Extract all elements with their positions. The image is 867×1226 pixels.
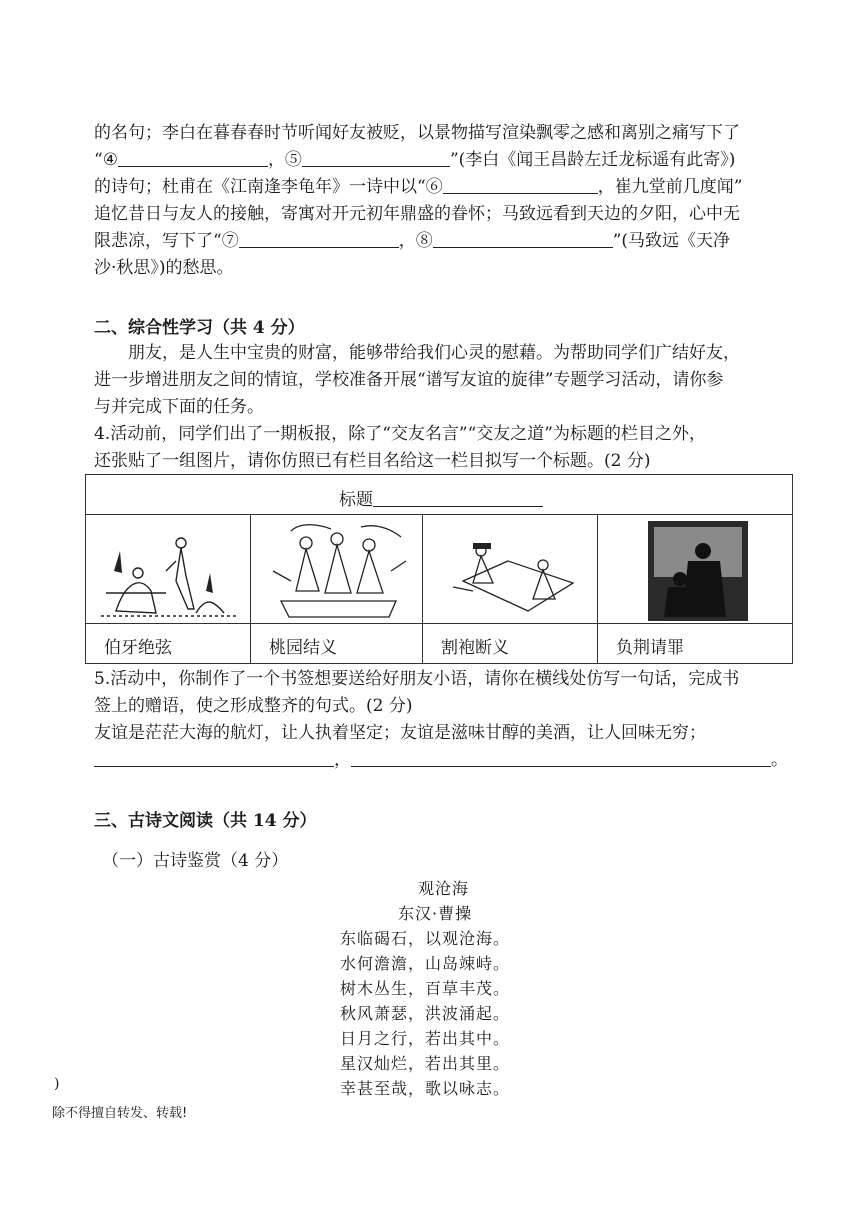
- fujing-illustration: [608, 521, 782, 621]
- poem: [340, 876, 540, 1101]
- question-4-line: 4.活动前，同学们出了一期板报，除了“交友名言”“交友之道”为标题的栏目之外，: [94, 424, 706, 444]
- section2-heading: 二、综合性学习（共 4 分）: [94, 318, 305, 338]
- text-line: 进一步增进朋友之间的情谊，学校准备开展“谱写友谊的旋律”专题学习活动，请你参: [94, 370, 724, 390]
- answer-blank-6[interactable]: [443, 175, 598, 194]
- text-line: [94, 228, 814, 255]
- text-line: 朋友，是人生中宝贵的财富，能够带给我们心灵的慰藉。为帮助同学们广结好友，: [128, 343, 740, 363]
- answer-blank-q5a[interactable]: [94, 748, 334, 767]
- poem-title: 观沧海: [418, 879, 470, 898]
- section2-intro: [94, 340, 814, 475]
- poem-line: 日月之行，若出其中。: [340, 1029, 511, 1048]
- answer-blank-8[interactable]: [433, 229, 613, 248]
- question-4-line: 还张贴了一组图片，请你仿照已有栏目名给这一栏目拟写一个标题。(2 分): [94, 451, 651, 471]
- text-line: 沙·秋思》)的愁思。: [94, 258, 234, 278]
- text-fragment: ，: [334, 750, 351, 770]
- text-fragment: ，崔九堂前几度闻”: [597, 177, 743, 197]
- picture-cell: [251, 515, 423, 663]
- margin-paren: ): [54, 1076, 60, 1092]
- text-line: [94, 174, 814, 201]
- poem-line: 幸甚至哉，歌以咏志。: [340, 1079, 511, 1098]
- poem-line: 东临碣石，以观沧海。: [340, 929, 511, 948]
- text-fragment: 。: [771, 750, 788, 770]
- question-5: [94, 666, 814, 774]
- poem-author: 东汉·曹操: [398, 904, 473, 923]
- table-title: [339, 485, 543, 510]
- taoyuan-illustration: [261, 521, 413, 621]
- picture-cell: [598, 515, 792, 663]
- picture-caption: 割袍断义: [423, 623, 597, 663]
- section3-heading: 三、古诗文阅读（共 14 分）: [94, 811, 317, 831]
- text-fragment: ，⑧: [398, 231, 433, 251]
- picture-caption: 伯牙绝弦: [86, 623, 250, 663]
- text-fragment: ”(马致远《天净: [612, 231, 731, 251]
- text-line: [94, 147, 814, 174]
- text-line: 与并完成下面的任务。: [94, 397, 264, 417]
- section1-tail: [94, 120, 814, 282]
- text-fragment: 的诗句；杜甫在《江南逢李龟年》一诗中以“⑥: [94, 177, 443, 197]
- text-fragment: ，⑤: [267, 150, 302, 170]
- answer-blank-4[interactable]: [118, 148, 268, 167]
- answer-blank-7[interactable]: [239, 229, 399, 248]
- section3-subheading: （一）古诗鉴赏（4 分）: [102, 851, 289, 871]
- table-title-row: [86, 475, 792, 515]
- copyright-note: 除不得擅自转发、转载!: [52, 1106, 188, 1121]
- question-5-line: 5.活动中，你制作了一个书签想要送给好朋友小语，请你在横线处仿写一句话，完成书: [94, 669, 740, 689]
- gepao-illustration: [433, 521, 588, 621]
- question-5-line: 签上的赠语，使之形成整齐的句式。(2 分): [94, 696, 413, 716]
- poem-line: 水何澹澹，山岛竦峙。: [340, 954, 511, 973]
- poem-line: 星汉灿烂，若出其里。: [340, 1054, 511, 1073]
- text-line: 的名句；李白在暮春春时节听闻好友被贬，以景物描写渲染飘零之感和离别之痛写下了: [94, 123, 740, 143]
- text-line: 追忆昔日与友人的接触，寄寓对开元初年鼎盛的眷怀；马致远看到天边的夕阳，心中无: [94, 204, 740, 224]
- question-5-line: 友谊是茫茫大海的航灯，让人执着坚定；友谊是滋味甘醇的美酒，让人回味无穷；: [94, 723, 706, 743]
- text-fragment: ”(李白《闻王昌龄左迁龙标遥有此寄》): [449, 150, 736, 170]
- answer-blank-q5b[interactable]: [351, 748, 771, 767]
- table-title-label: 标题: [339, 490, 373, 510]
- picture-cell: [423, 515, 598, 663]
- answer-blank-5[interactable]: [302, 148, 450, 167]
- question-5-answer-line: [94, 747, 814, 774]
- picture-caption: 负荆请罪: [598, 623, 792, 663]
- poem-line: 秋风萧瑟，洪波涌起。: [340, 1004, 511, 1023]
- poem-line: 树木丛生，百草丰茂。: [340, 979, 511, 998]
- picture-table: [85, 474, 793, 664]
- picture-cell: [86, 515, 251, 663]
- text-fragment: 限悲凉，写下了“⑦: [94, 231, 239, 251]
- text-fragment: “④: [94, 150, 118, 170]
- picture-caption: 桃园结义: [251, 623, 422, 663]
- boya-illustration: [96, 521, 241, 621]
- title-answer-blank[interactable]: [373, 488, 543, 507]
